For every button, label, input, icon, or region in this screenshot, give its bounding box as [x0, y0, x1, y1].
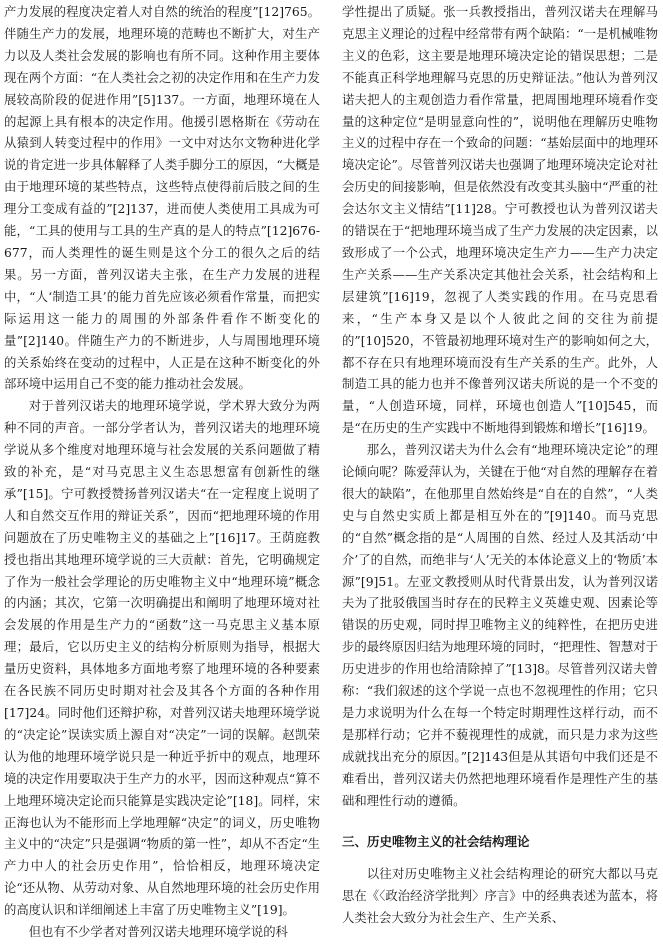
paragraph: 那么，普列汉诺夫为什么会有“地理环境决定论”的理论倾向呢？陈爱萍认为，关键在于他“对自然的理解存在着很大的缺陷”，在他那里自然始终是“自在的自然”，“人类史与自然史实质上都是相互外在的”[9]140。而马克思的“自然”概念指的是“人周围的自然、经过人及其活动‘中介’了的自然，而绝非与‘人’无关的本体论意义上的‘物质’本源”[9]51。左亚文教授则从时代背景出发，认为普列汉诺夫为了批驳俄国当时存在的民粹主义英雄史观、因素论等错误的历史观，同时捍卫唯物主义的纯粹性，在把历史进步的最终原因归结为地理环境的同时，“把理性、智慧对于历史进步的作用也给清除掉了”[13]8。尽管普列汉诺夫曾称：“我们叙述的这个学说一点也不忽视理性的作用；它只是力求说明为什么在每一个特定时期理性这样行动，而不是那样行动；它并不藐视理性的成就，而只是力求为这些成就找出充分的原因。”[2]143但是从其语句中我们还是不难看出，普列汉诺夫仍然把地理环境看作是理性产生的基础和理性行动的遵循。: [342, 443, 658, 808]
paragraph: 以往对历史唯物主义社会结构理论的研究大都以马克思在《〈政治经济学批判〉序言》中的经典表述为蓝本，将人类社会大致分为社会生产、生产关系、: [342, 867, 658, 926]
paragraph: 学性提出了质疑。张一兵教授指出，普列汉诺夫在理解马克思主义理论的过程中经常带有两个缺陷：“一是机械唯物主义的色彩，这主要是地理环境决定论的错误思想；二是不能真正科学地理解马克思的历史辩证法。”他认为普列汉诺夫把人的主观创造力看作常量，把周围地理环境看作变量的这种定位“是明显意向性的”，说明他在理解历史唯物主义的过程中存在一个致命的问题：“基始层面中的地理环境决定论”。尽管普列汉诺夫也强调了地理环境决定论对社会历史的间接影响，但是依然没有改变其头脑中“严重的社会达尔文主义情结”[11]28。宁可教授也认为普列汉诺夫的错误在于“把地理环境当成了生产力发展的决定因素，以致形成了一个公式，地理环境决定生产力——生产力决定生产关系——生产关系决定其他社会关系，社会结构和上层建筑”[16]19，忽视了人类实践的作用。在马克思看来，“生产本身又是以个人彼此之间的交往为前提的”[10]520，不管最初地理环境对生产的影响如何之大，都不存在只有地理环境而没有生产关系的生产。此外，人制造工具的能力也并不像普列汉诺夫所说的是一个不变的量，“人创造环境，同样，环境也创造人”[10]545，而是“在历史的生产实践中不断地得到锻炼和增长”[16]19。: [342, 5, 658, 436]
paragraph: 但也有不少学者对普列汉诺夫地理环境学说的科: [28, 925, 288, 940]
left-column: [4, 2, 320, 944]
paragraph: 对于普列汉诺夫的地理环境学说，学术界大致分为两种不同的声音。一部分学者认为，普列汉诺夫的地理环境学说从多个维度对地理环境与社会发展的关系问题做了精致的补充，是“对马克思主义生态思想富有创新性的继承”[15]。宁可教授赞扬普列汉诺夫“在一定程度上说明了人和自然交互作用的辩证关系”，因而“把地理环境的作用问题放在了历史唯物主义的基础之上”[16]17。王荫庭教授也指出其地理环境学说的三大贡献：首先，它明确规定了作为一般社会学理论的历史唯物主义中“地理环境”概念的内涵；其次，它第一次明确提出和阐明了地理环境对社会发展的作用是生产力的“函数”这一马克思主义基本原理；最后，它以历史主义的结构分析原则为指导，根据大量历史资料，具体地多方面地考察了地理环境的各种要素在各民族不同历史时期对社会及其各个方面的各种作用[17]24。同时他们还辩护称，对普列汉诺夫地理环境学说的“决定论”误读实质上源自对“决定”一词的误解。赵凯荣认为他的地理环境学说只是一种近乎折中的观点，地理环境的决定作用要取决于生产力的水平，因而这种观点“算不上地理环境决定论而只能算是实践决定论”[18]。同样，宋正海也认为不能形而上学地理解“决定”的词义，历史唯物主义中的“决定”只是强调“物质的第一性”，却从不否定“生产力中人的社会历史作用”，恰恰相反，地理环境决定论“还从物、从劳动对象、从自然地理环境的社会历史作用的高度认识和详细阐述上丰富了历史唯物主义”[19]。: [4, 399, 320, 918]
right-column: [342, 2, 658, 930]
paragraph: 产力发展的程度决定着人对自然的统治的程度”[12]765。伴随生产力的发展，地理环境的范畴也不断扩大，对生产力以及人类社会发展的影响也有所不同。这种作用主要体现在两个方面：“在人类社会之初的决定作用和在生产力发展较高阶段的促进作用”[5]137。一方面，地理环境在人的起源上具有根本的决定作用。他援引恩格斯在《劳动在从猿到人转变过程中的作用》一文中对达尔文物种进化学说的肯定进一步具体解释了人类手脚分工的原因，“大概是由于地理环境的某些特点，这些特点使得前后肢之间的生理分工变成有益的”[2]137，进而使人类使用工具成为可能，“工具的使用与工具的生产真的是人的特点”[12]676-677，而人类理性的诞生则是这个分工的很久之后的结果。另一方面，普列汉诺夫主张，在生产力发展的进程中，“人‘制造工具’的能力首先应该必须看作常量，而把实际运用这一能力的周围的外部条件看作不断变化的量”[2]140。伴随生产力的不断进步，人与周围地理环境的关系始终在变动的过程中，人正是在这种不断变化的外部环境中运用自己不变的能力推动社会发展。: [4, 5, 320, 392]
section-heading: 三、历史唯物主义的社会结构理论: [342, 833, 530, 849]
